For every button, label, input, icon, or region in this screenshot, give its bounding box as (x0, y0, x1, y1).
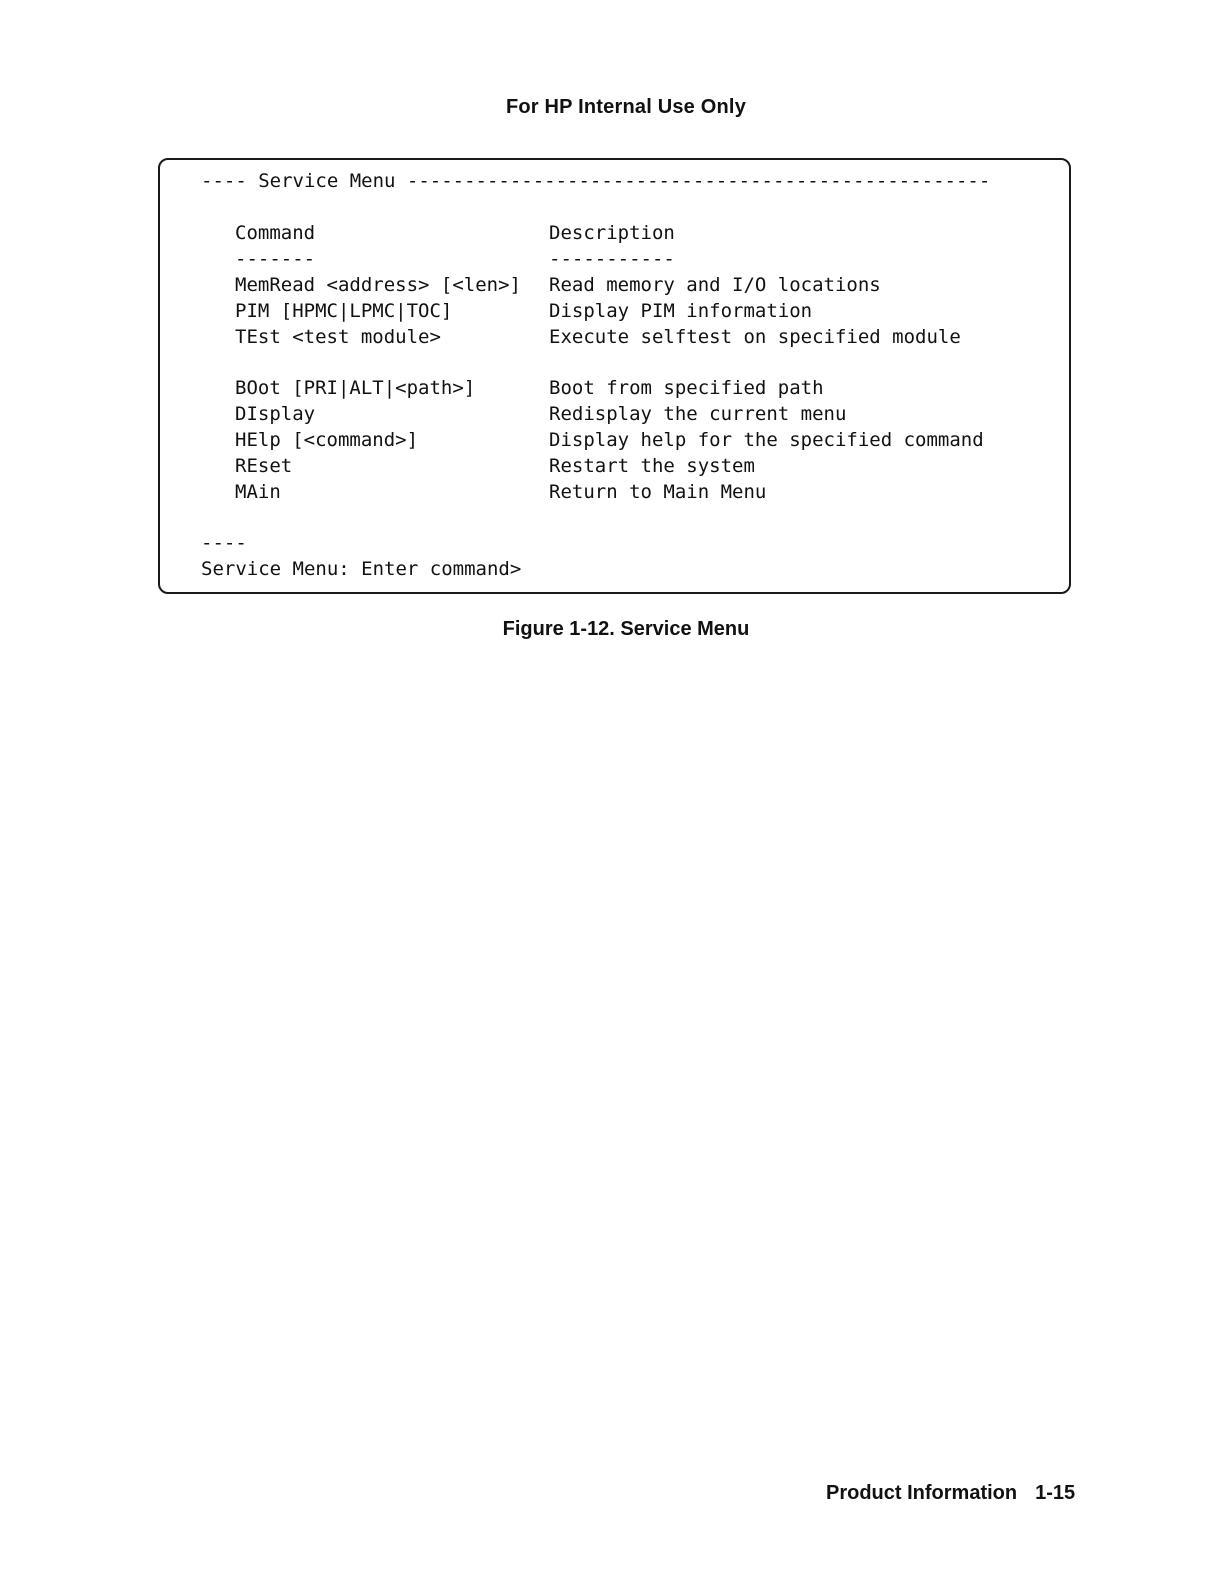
page-footer (826, 1482, 1075, 1505)
description-pim: Display PIM information (549, 300, 813, 322)
description-display: Redisplay the current menu (549, 403, 847, 425)
command-display: DIsplay (235, 403, 316, 425)
command-test: TEst <test module> (235, 326, 441, 348)
command-column-underline: ------- (235, 248, 316, 270)
command-pim: PIM [HPMC|LPMC|TOC] (235, 300, 453, 322)
footer-section-title: Product Information (826, 1482, 1018, 1504)
command-main: MAin (235, 481, 281, 503)
command-prompt: Service Menu: Enter command> (201, 558, 522, 580)
description-boot: Boot from specified path (549, 377, 824, 399)
service-menu-title: ---- Service Menu --------------------------------------------------- (201, 170, 991, 192)
description-test: Execute selftest on specified module (549, 326, 961, 348)
page-header: For HP Internal Use Only (505, 96, 747, 118)
figure-caption: Figure 1-12. Service Menu (502, 618, 750, 640)
command-help: HElp [<command>] (235, 429, 419, 451)
description-reset: Restart the system (549, 455, 755, 477)
page-number: 1-15 (1035, 1482, 1076, 1504)
description-memread: Read memory and I/O locations (549, 274, 881, 296)
description-main: Return to Main Menu (549, 481, 767, 503)
description-help: Display help for the specified command (549, 429, 984, 451)
description-column-header: Description (549, 222, 675, 244)
prompt-separator: ---- (201, 532, 247, 554)
description-column-underline: ----------- (549, 248, 675, 270)
service-menu-screen (158, 158, 1071, 594)
command-column-header: Command (235, 222, 316, 244)
command-reset: REset (235, 455, 293, 477)
command-boot: BOot [PRI|ALT|<path>] (235, 377, 476, 399)
command-memread: MemRead <address> [<len>] (235, 274, 521, 296)
